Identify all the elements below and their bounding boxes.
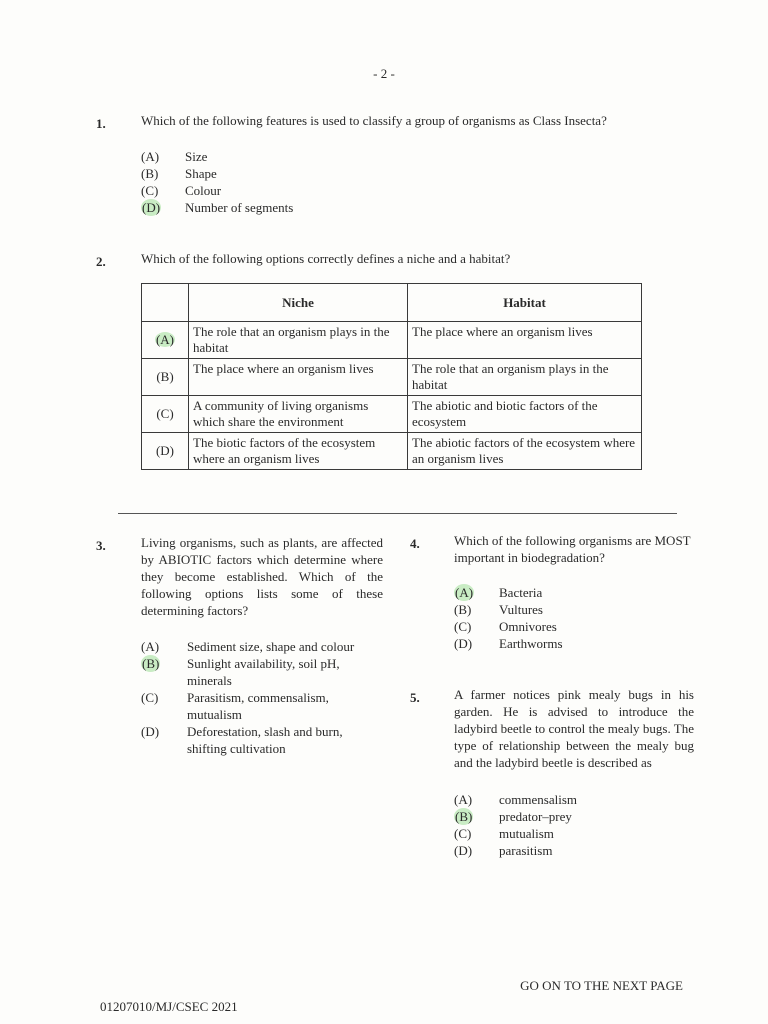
question-2-number: 2. <box>96 254 106 269</box>
question-5-number: 5. <box>410 690 420 705</box>
row-letter: (D) <box>142 433 189 470</box>
answer-highlight: (B) <box>455 809 473 824</box>
row-letter: (C) <box>142 396 189 433</box>
habitat-cell: The place where an organism lives <box>408 322 642 359</box>
niche-cell: The role that an organism plays in the habitat <box>189 322 408 359</box>
question-3-options: (A) Sediment size, shape and colour (B) Sunlight availability, soil pH, minerals (C) Parasitism, commensalism, mutualism (D) Deforestation, slash and burn, shifting cultivation <box>141 639 355 756</box>
habitat-cell: The role that an organism plays in the habitat <box>408 359 642 396</box>
answer-highlight: (A) <box>455 585 474 600</box>
question-5-text: A farmer notices pink mealy bugs in his garden. He is advised to introduce the ladybird beetle to control the mealy bugs. The type of relationship between the mealy bug and the ladybird beetle is described as <box>454 687 694 770</box>
page-number: - 2 - <box>373 66 395 81</box>
answer-highlight: (D) <box>142 200 161 215</box>
table-row <box>142 322 642 359</box>
table-row <box>142 396 642 433</box>
go-on-next-page: GO ON TO THE NEXT PAGE <box>520 978 683 993</box>
table-header-empty <box>142 284 189 322</box>
row-letter: (B) <box>142 359 189 396</box>
table-row <box>142 433 642 470</box>
question-4-options: (A) Bacteria (B) Vultures (C) Omnivores (D) Earthworms <box>454 585 563 651</box>
habitat-cell: The abiotic factors of the ecosystem where an organism lives <box>408 433 642 470</box>
answer-highlight: (A) <box>155 332 175 347</box>
question-5-options: (A) commensalism (B) predator–prey (C) mutualism (D) parasitism <box>454 792 577 858</box>
habitat-cell: The abiotic and biotic factors of the ecosystem <box>408 396 642 433</box>
question-1-number: 1. <box>96 116 106 131</box>
question-3-number: 3. <box>96 538 106 553</box>
question-3-text: Living organisms, such as plants, are affected by ABIOTIC factors which determine where they become established. Which of the following options lists some of these determining factors? <box>141 535 383 618</box>
table-header-niche: Niche <box>189 284 408 322</box>
table-header-row <box>142 284 642 322</box>
table-row <box>142 359 642 396</box>
section-divider <box>118 513 677 514</box>
question-1-text: Which of the following features is used to classify a group of organisms as Class Insecta? <box>141 113 607 128</box>
exam-code: 01207010/MJ/CSEC 2021 <box>100 999 238 1014</box>
niche-cell: A community of living organisms which share the environment <box>189 396 408 433</box>
answer-highlight: (B) <box>142 656 160 671</box>
row-letter <box>142 322 189 359</box>
table-header-habitat: Habitat <box>408 284 642 322</box>
question-4-text: Which of the following organisms are MOST important in biodegradation? <box>454 533 691 565</box>
niche-habitat-table <box>141 283 642 470</box>
question-2-text: Which of the following options correctly defines a niche and a habitat? <box>141 251 511 266</box>
niche-cell: The place where an organism lives <box>189 359 408 396</box>
niche-cell: The biotic factors of the ecosystem where an organism lives <box>189 433 408 470</box>
question-1-options: (A) Size (B) Shape (C) Colour (D) Number of segments <box>141 149 294 215</box>
question-4-number: 4. <box>410 536 420 551</box>
